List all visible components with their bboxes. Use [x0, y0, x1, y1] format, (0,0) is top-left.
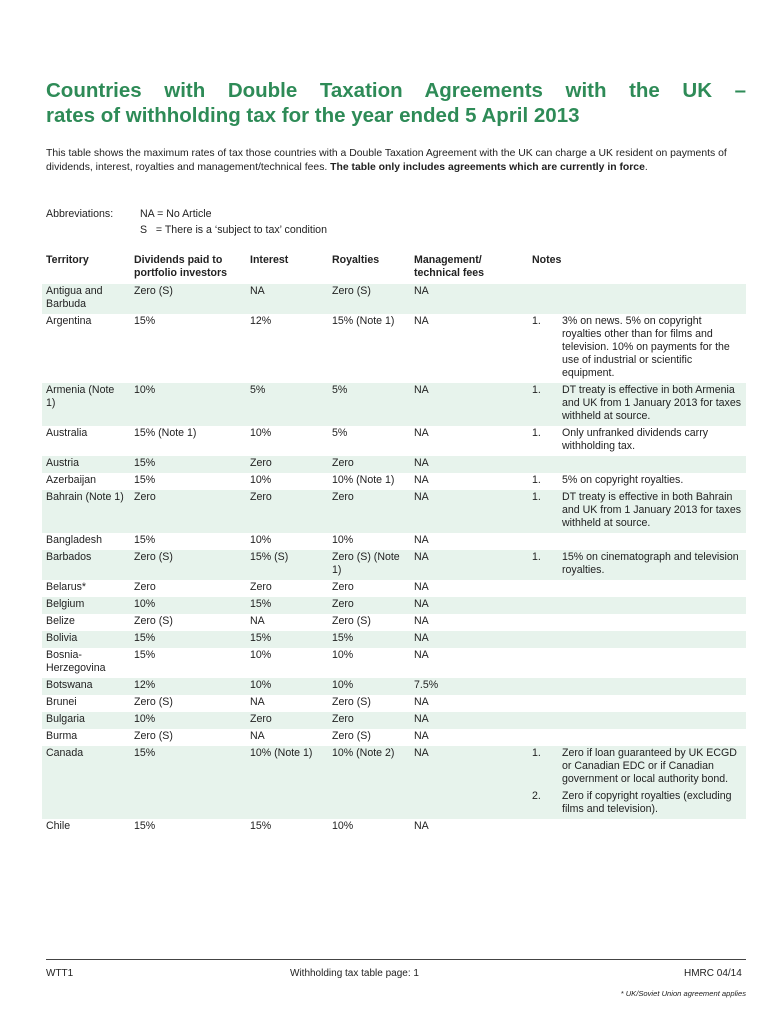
cell-royalties: Zero — [328, 712, 410, 729]
cell-fees: NA — [414, 534, 429, 546]
note-text — [558, 712, 746, 729]
table-row — [42, 614, 746, 631]
cell-interest: 10% — [250, 427, 272, 439]
cell-fees: NA — [410, 712, 528, 729]
cell-interest: NA — [250, 730, 265, 742]
cell-interest: NA — [250, 615, 265, 627]
table-row — [42, 490, 746, 533]
note-text — [558, 284, 746, 314]
note-text — [558, 614, 746, 631]
cell-interest: NA — [250, 696, 265, 708]
cell-fees: NA — [410, 383, 528, 426]
cell-fees: NA — [410, 490, 528, 533]
cell-interest: Zero — [246, 456, 328, 473]
cell-territory: Azerbaijan — [46, 474, 97, 486]
intro-end: . — [644, 161, 648, 173]
cell-royalties: Zero (S) — [328, 284, 410, 314]
cell-territory: Belize — [46, 615, 75, 627]
abbreviation-na: NA = No Article — [140, 208, 212, 220]
cell-dividends: 10% — [130, 383, 246, 426]
note-number — [528, 580, 558, 597]
cell-territory: Chile — [46, 820, 71, 832]
cell-dividends: 15% — [134, 315, 156, 327]
cell-fees: NA — [410, 284, 528, 314]
cell-fees: NA — [414, 730, 429, 742]
table-row — [42, 456, 746, 473]
table-row — [42, 678, 746, 695]
cell-dividends: 15% — [130, 631, 246, 648]
cell-royalties: Zero (S) — [332, 696, 371, 708]
note-text: 5% on copyright royalties. — [562, 474, 684, 486]
cell-royalties: 15% (Note 1) — [332, 315, 395, 327]
note-number — [528, 819, 558, 836]
header-territory: Territory — [46, 254, 89, 266]
table-row — [42, 426, 746, 456]
footer-version: HMRC 04/14 — [684, 968, 742, 979]
table-row — [42, 819, 746, 836]
cell-territory: Bolivia — [42, 631, 130, 648]
table-row — [42, 648, 746, 678]
note-number: 2. — [528, 789, 558, 819]
note-text — [558, 533, 746, 550]
note-text — [558, 695, 746, 712]
table-row — [42, 729, 746, 746]
note-text: DT treaty is effective in both Armenia and UK from 1 January 2013 for taxes withheld at source. — [558, 383, 746, 426]
cell-territory: Armenia (Note 1) — [42, 383, 130, 426]
cell-territory: Botswana — [42, 678, 130, 695]
note-number: 1. — [528, 746, 558, 789]
intro-text: This table shows the maximum rates of tax those countries with a Double Taxation Agreement with the UK can charge a UK resident on payments of dividends, interest, royalties and management/technical fees. — [46, 148, 727, 173]
cell-dividends: 15% — [134, 474, 156, 486]
cell-fees: NA — [414, 315, 429, 327]
cell-dividends: 10% — [130, 712, 246, 729]
cell-fees: NA — [414, 649, 429, 661]
cell-territory: Bosnia-Herzegovina — [46, 649, 106, 674]
cell-royalties: 10% (Note 2) — [328, 746, 410, 819]
table-row — [42, 580, 746, 597]
cell-dividends: 15% — [130, 456, 246, 473]
cell-dividends: Zero (S) — [130, 284, 246, 314]
cell-royalties: Zero (S) (Note 1) — [328, 550, 410, 580]
cell-royalties: Zero — [328, 490, 410, 533]
note-number — [528, 631, 558, 648]
cell-territory: Argentina — [46, 315, 92, 327]
note-number: 1. — [532, 474, 541, 486]
cell-royalties: 5% — [332, 427, 348, 439]
header-fees: Management/ technical fees — [414, 254, 485, 279]
note-number — [528, 648, 558, 678]
cell-territory: Bulgaria — [42, 712, 130, 729]
footnote: * UK/Soviet Union agreement applies — [620, 989, 746, 998]
abbreviations-label: Abbreviations: — [46, 208, 114, 220]
cell-dividends: 10% — [130, 597, 246, 614]
note-number — [528, 284, 558, 314]
cell-fees: 7.5% — [410, 678, 528, 695]
note-text — [558, 819, 746, 836]
cell-interest: 10% (Note 1) — [246, 746, 328, 819]
note-text — [558, 729, 746, 746]
note-text: DT treaty is effective in both Bahrain and UK from 1 January 2013 for taxes withheld at source. — [558, 490, 746, 533]
cell-interest: Zero — [250, 581, 272, 593]
cell-dividends: 15% — [130, 746, 246, 819]
note-number — [528, 597, 558, 614]
cell-dividends: Zero — [130, 490, 246, 533]
cell-territory: Brunei — [46, 696, 77, 708]
table-row — [42, 712, 746, 729]
note-number: 1. — [532, 315, 541, 327]
note-text — [558, 597, 746, 614]
footer-divider — [46, 959, 746, 960]
cell-interest: 15% — [250, 820, 272, 832]
cell-dividends: Zero (S) — [134, 615, 173, 627]
cell-royalties: Zero (S) — [332, 615, 371, 627]
cell-fees: NA — [410, 631, 528, 648]
cell-dividends: Zero (S) — [134, 730, 173, 742]
intro-paragraph — [46, 147, 746, 174]
cell-dividends: Zero (S) — [130, 550, 246, 580]
cell-royalties: 10% — [332, 820, 354, 832]
cell-dividends: 15% (Note 1) — [134, 427, 197, 439]
cell-royalties: 15% — [328, 631, 410, 648]
note-number — [528, 678, 558, 695]
cell-fees: NA — [414, 820, 429, 832]
cell-interest: Zero — [246, 490, 328, 533]
table-row — [42, 695, 746, 712]
header-interest: Interest — [250, 254, 289, 266]
cell-fees: NA — [410, 550, 528, 580]
table-row — [42, 631, 746, 648]
note-text — [558, 580, 746, 597]
cell-royalties: Zero (S) — [332, 730, 371, 742]
cell-interest: 12% — [250, 315, 272, 327]
cell-royalties: 10% — [332, 534, 354, 546]
cell-royalties: 10% — [328, 678, 410, 695]
cell-territory: Canada — [42, 746, 130, 819]
note-number: 1. — [532, 427, 541, 439]
cell-dividends: 15% — [134, 534, 156, 546]
note-number — [528, 712, 558, 729]
cell-interest: 10% — [250, 474, 272, 486]
cell-fees: NA — [410, 597, 528, 614]
note-text: Zero if loan guaranteed by UK ECGD or Canadian EDC or if Canadian government or local authority bond. — [558, 746, 746, 789]
note-number: 1. — [528, 550, 558, 580]
cell-interest: NA — [246, 284, 328, 314]
cell-territory: Bahrain (Note 1) — [42, 490, 130, 533]
cell-territory: Barbados — [42, 550, 130, 580]
cell-dividends: Zero (S) — [134, 696, 173, 708]
cell-fees: NA — [414, 581, 429, 593]
note-number — [528, 729, 558, 746]
cell-fees: NA — [414, 615, 429, 627]
header-notes: Notes — [532, 254, 562, 266]
cell-dividends: 15% — [134, 649, 156, 661]
footer-page-label: Withholding tax table page: 1 — [290, 968, 419, 979]
cell-royalties: 10% (Note 1) — [332, 474, 395, 486]
cell-royalties: 10% — [332, 649, 354, 661]
title-line-2: rates of withholding tax for the year ended 5 April 2013 — [46, 104, 580, 127]
cell-territory: Bangladesh — [46, 534, 102, 546]
table-row — [42, 597, 746, 614]
table-body — [42, 284, 746, 836]
cell-dividends: Zero — [134, 581, 156, 593]
cell-territory: Belgium — [42, 597, 130, 614]
cell-interest: 10% — [246, 678, 328, 695]
cell-interest: 10% — [250, 534, 272, 546]
cell-fees: NA — [414, 474, 429, 486]
note-text: Only unfranked dividends carry withholding tax. — [562, 427, 709, 452]
table-row — [42, 473, 746, 490]
cell-interest: 5% — [246, 383, 328, 426]
note-text — [558, 631, 746, 648]
cell-territory: Belarus* — [46, 581, 87, 593]
table-row — [42, 533, 746, 550]
cell-interest: 10% — [250, 649, 272, 661]
intro-bold-text: The table only includes agreements which are currently in force — [330, 161, 645, 173]
cell-territory: Australia — [46, 427, 88, 439]
header-dividends: Dividends paid to portfolio investors — [134, 254, 227, 279]
page-title — [46, 78, 746, 128]
table-row — [42, 284, 746, 314]
note-number: 1. — [528, 383, 558, 426]
cell-fees: NA — [410, 746, 528, 819]
cell-royalties: Zero — [328, 597, 410, 614]
note-number — [528, 614, 558, 631]
cell-royalties: Zero — [328, 456, 410, 473]
withholding-tax-table — [42, 254, 746, 836]
note-text: Zero if copyright royalties (excluding films and television). — [558, 789, 746, 819]
cell-territory: Antigua and Barbuda — [42, 284, 130, 314]
abbreviation-s: S = There is a ‘subject to tax’ condition — [140, 224, 327, 236]
cell-fees: NA — [414, 427, 429, 439]
note-number — [528, 533, 558, 550]
note-text — [558, 678, 746, 695]
header-royalties: Royalties — [332, 254, 380, 266]
table-header-row — [42, 254, 746, 284]
cell-royalties: Zero — [332, 581, 354, 593]
cell-interest: Zero — [246, 712, 328, 729]
note-text: 3% on news. 5% on copyright royalties other than for films and television. 10% on payments for the use of industrial or scientific equipment. — [562, 315, 730, 379]
cell-fees: NA — [414, 696, 429, 708]
cell-royalties: 5% — [328, 383, 410, 426]
title-line-1: Countries with Double Taxation Agreements with the UK – — [46, 79, 746, 102]
note-text — [558, 456, 746, 473]
cell-interest: 15% — [246, 597, 328, 614]
cell-interest: 15% — [246, 631, 328, 648]
table-row — [42, 550, 746, 580]
note-number — [528, 695, 558, 712]
cell-interest: 15% (S) — [246, 550, 328, 580]
footer-form-code: WTT1 — [46, 968, 74, 979]
cell-dividends: 15% — [134, 820, 156, 832]
cell-territory: Austria — [42, 456, 130, 473]
note-text: 15% on cinematograph and television royalties. — [558, 550, 746, 580]
note-text — [558, 648, 746, 678]
cell-dividends: 12% — [130, 678, 246, 695]
cell-territory: Burma — [46, 730, 78, 742]
cell-fees: NA — [410, 456, 528, 473]
note-number — [528, 456, 558, 473]
note-number: 1. — [528, 490, 558, 533]
table-row — [42, 383, 746, 426]
table-row — [42, 314, 746, 383]
table-row — [42, 746, 746, 789]
